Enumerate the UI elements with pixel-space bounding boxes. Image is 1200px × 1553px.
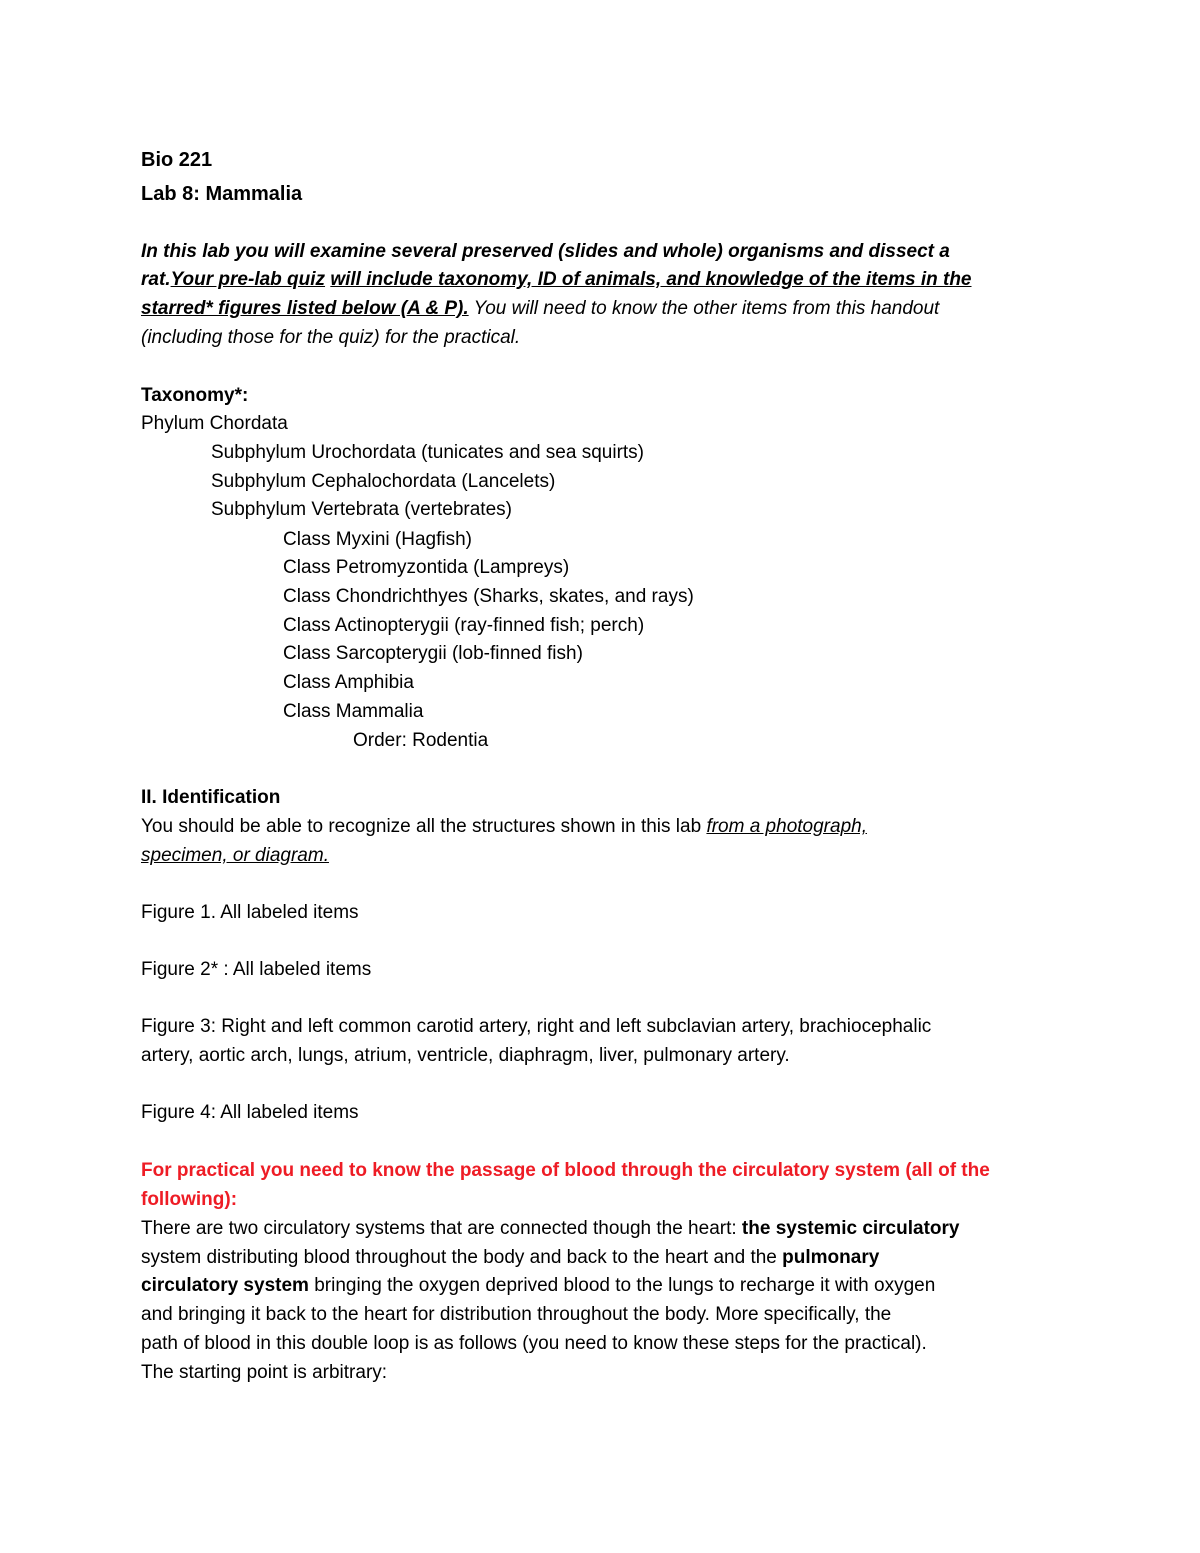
taxonomy-class: Class Chondrichthyes (Sharks, skates, and rays) (283, 586, 694, 607)
taxonomy-class: Class Mammalia (283, 701, 424, 722)
course-title: Bio 221 (141, 149, 213, 171)
circulation-line-3 (141, 1272, 935, 1300)
taxonomy-class: Class Sarcopterygii (lob-finned fish) (283, 643, 583, 664)
circulatory-system-term: circulatory system (141, 1275, 309, 1296)
figure-3-note-line-1: Figure 3: Right and left common carotid artery, right and left subclavian artery, brachiocephalic (141, 1016, 932, 1037)
lab-title: Lab 8: Mammalia (141, 183, 303, 205)
taxonomy-subphylum: Subphylum Cephalochordata (Lancelets) (211, 471, 556, 492)
intro-line-3 (141, 295, 939, 323)
intro-line-2 (141, 266, 972, 294)
circulation-line-4: and bringing it back to the heart for distribution throughout the body. More specifically, the (141, 1304, 892, 1325)
identification-line-1 (141, 813, 867, 841)
intro-starred-underlined: starred* figures listed below (A & P). (141, 298, 469, 319)
circulation-text: system distributing blood throughout the body and back to the heart and the (141, 1247, 783, 1268)
circulation-text: bringing the oxygen deprived blood to the lungs to recharge it with oxygen (308, 1275, 936, 1296)
circulation-line-2 (141, 1244, 879, 1272)
identification-text: You should be able to recognize all the structures shown in this lab (141, 816, 707, 837)
identification-source-underlined: from a photograph, (706, 816, 867, 837)
identification-line-2: specimen, or diagram. (141, 845, 329, 866)
intro-quiz-scope-underlined: will include taxonomy, ID of animals, and knowledge of the items in the (330, 269, 972, 290)
figure-1-note: Figure 1. All labeled items (141, 902, 359, 923)
intro-rat: rat. (141, 269, 171, 290)
figure-3-note-line-2: artery, aortic arch, lungs, atrium, ventricle, diaphragm, liver, pulmonary artery. (141, 1045, 790, 1066)
taxonomy-order: Order: Rodentia (353, 730, 489, 751)
taxonomy-class: Class Actinopterygii (ray-finned fish; perch) (283, 615, 645, 636)
circulation-line-5: path of blood in this double loop is as follows (you need to know these steps for the practical). (141, 1333, 927, 1354)
taxonomy-heading: Taxonomy*: (141, 385, 249, 406)
intro-line-4: (including those for the quiz) for the practical. (141, 327, 521, 348)
intro-line-1: In this lab you will examine several preserved (slides and whole) organisms and dissect a (141, 241, 950, 262)
taxonomy-subphylum: Subphylum Vertebrata (vertebrates) (211, 499, 512, 520)
systemic-term: the systemic circulatory (741, 1218, 960, 1239)
circulation-line-6: The starting point is arbitrary: (141, 1362, 388, 1383)
practical-heading-line-1: For practical you need to know the passage of blood through the circulatory system (all of the (141, 1160, 990, 1181)
taxonomy-class: Class Petromyzontida (Lampreys) (283, 557, 570, 578)
intro-line-3-rest: You will need to know the other items from this handout (468, 298, 940, 319)
figure-4-note: Figure 4: All labeled items (141, 1102, 359, 1123)
taxonomy-subphylum: Subphylum Urochordata (tunicates and sea squirts) (211, 442, 645, 463)
taxonomy-class: Class Amphibia (283, 672, 414, 693)
circulation-text: There are two circulatory systems that are connected though the heart: (141, 1218, 742, 1239)
practical-heading-line-2: following): (141, 1189, 238, 1210)
intro-quiz-underlined: Your pre-lab quiz (170, 269, 326, 290)
taxonomy-phylum: Phylum Chordata (141, 413, 288, 434)
figure-2-note: Figure 2* : All labeled items (141, 959, 372, 980)
circulation-line-1 (141, 1215, 959, 1243)
taxonomy-class: Class Myxini (Hagfish) (283, 529, 472, 550)
pulmonary-term: pulmonary (782, 1247, 880, 1268)
identification-heading: II. Identification (141, 787, 281, 808)
